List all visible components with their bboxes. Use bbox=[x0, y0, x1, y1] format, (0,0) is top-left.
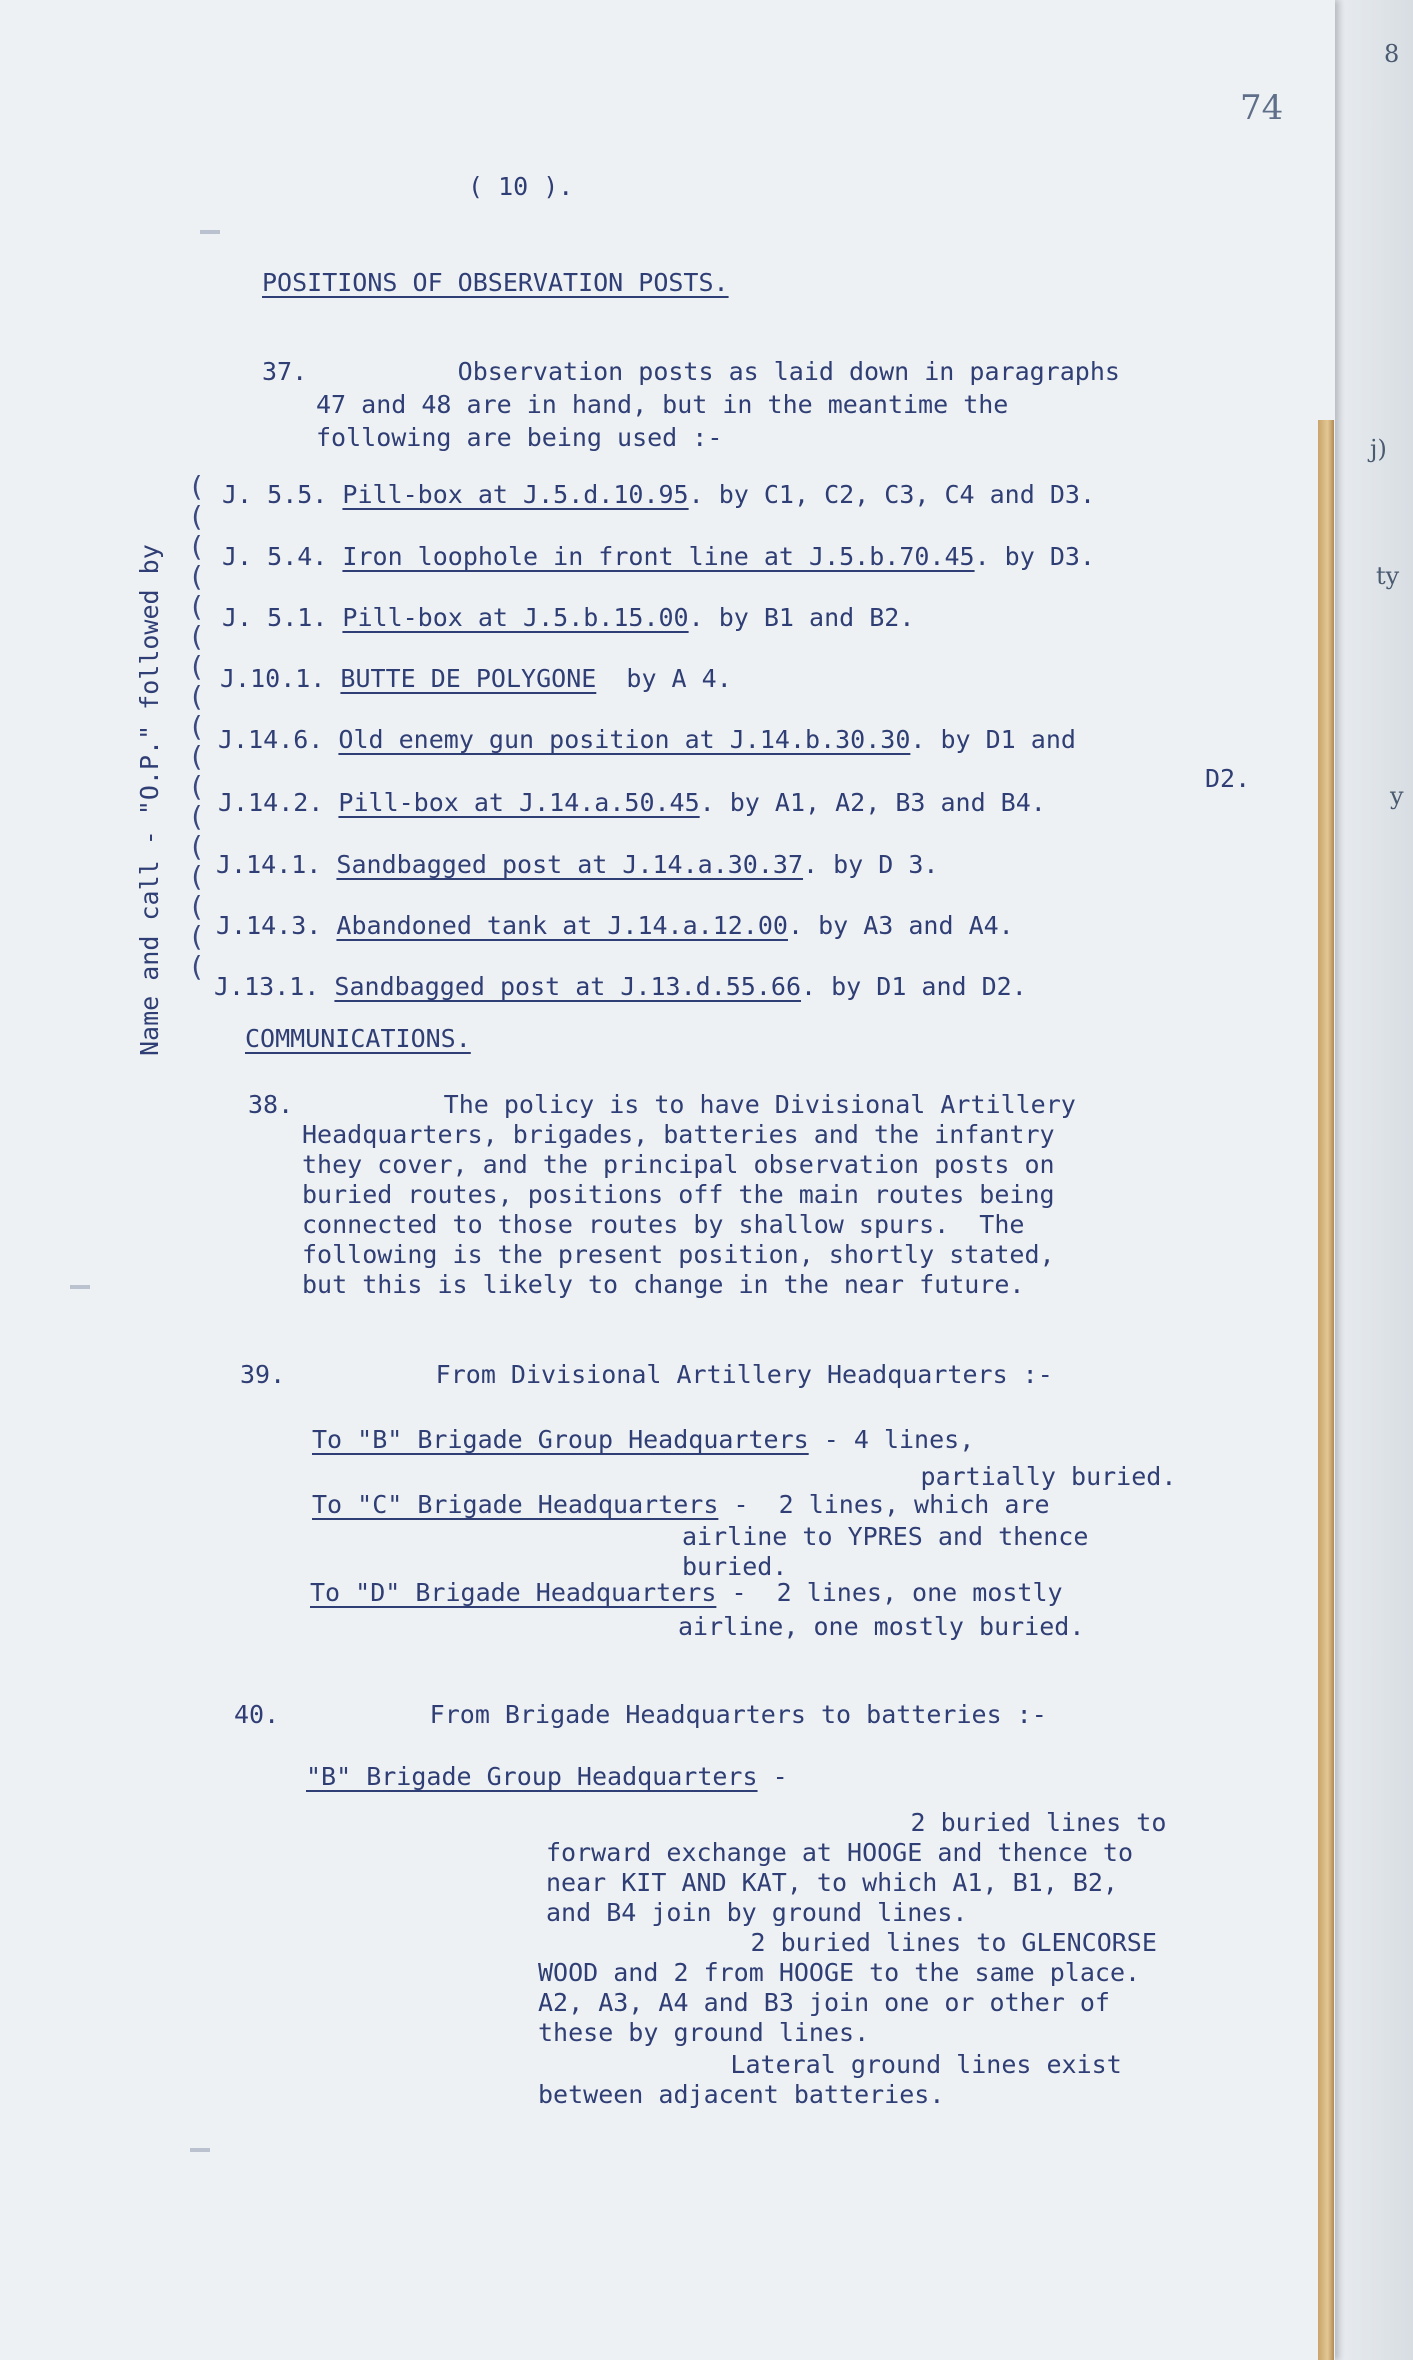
list-item bbox=[222, 480, 1095, 510]
page-edge-stain bbox=[1318, 420, 1334, 2360]
para-line: between adjacent batteries. bbox=[538, 2080, 945, 2109]
post-observers: . by D 3. bbox=[803, 850, 939, 879]
post-code: J.10.1. bbox=[220, 664, 326, 693]
line-detail: airline to YPRES and thence bbox=[682, 1522, 1089, 1551]
list-item bbox=[222, 603, 914, 633]
line-detail: - 2 lines, one mostly bbox=[716, 1578, 1063, 1607]
line-detail: buried. bbox=[682, 1552, 788, 1581]
para-line: these by ground lines. bbox=[538, 2018, 870, 2047]
list-item bbox=[310, 1578, 1063, 1608]
destination: To "D" Brigade Headquarters bbox=[310, 1578, 717, 1607]
line-detail: - 2 lines, which are bbox=[718, 1490, 1050, 1519]
list-item bbox=[218, 725, 1076, 755]
para-line: 47 and 48 are in hand, but in the meantime the bbox=[316, 390, 1009, 419]
para-line: 2 buried lines to GLENCORSE bbox=[600, 1928, 1157, 1957]
list-item bbox=[218, 788, 1046, 818]
edge-fragment: ty bbox=[1376, 562, 1400, 590]
para-line: but this is likely to change in the near future. bbox=[302, 1270, 1025, 1299]
line-detail: partially buried. bbox=[770, 1462, 1177, 1491]
list-item bbox=[312, 1425, 974, 1455]
post-code: J.14.3. bbox=[216, 911, 322, 940]
post-observers: . by A1, A2, B3 and B4. bbox=[699, 788, 1046, 817]
post-code: J. 5.4. bbox=[222, 542, 328, 571]
para-line: following is the present position, shortly stated, bbox=[302, 1240, 1055, 1269]
document-page: 74 ( 10 ). POSITIONS OF OBSERVATION POSTS. 37. Observation posts as laid down in paragraphs 47 and 48 are in hand, but in the meantime the following are being used :- Name and call - "O.P." followed by ( ( ( ( ( ( ( ( ( ( ( ( ( ( ( ( ( J. 5.5. Pill-box at J.5.d.10.95. by C1, C2, C3, C4 and D3. J. 5.4. Iron loophole in front line at J.5.b.70.45. by D3. J. 5.1. Pill-box at J.5.b.15.00. by B1 and B2. J.10.1. BUTTE DE POLYGONE by A 4. J.14.6. Old enemy gun position at J.14.b.30.30. by D1 and D2. J.14.2. Pill-box at J.14.a.50.45. by A1, A2, B3 and B4. J.14.1. Sandbagged post at J.14.a.30.37. by D 3. J.14.3. Abandoned tank at J.14.a.12.00. by A3 and A4. J.13.1. Sandbagged post at J.13.d.55.66. by D1 and D2. COMMUNICATIONS. 38. The policy is to have Divisional Artillery Headquarters, brigades, batteries and the infantry they cover, and the principal observation posts on buried routes, positions off the main routes being connected to those routes by shallow spurs. The following is the present position, shortly stated, but this is likely to change in the near future. 39. From Divisional Artillery Headquarters :- To "B" Brigade Group Headquarters - 4 lines, partially buried. To "C" Brigade Headquarters - 2 lines, which are airline to YPRES and thence buried. To "D" Brigade Headquarters - 2 lines, one mostly airline, one mostly buried. 40. From Brigade Headquarters to batteries :- "B" Brigade Group Headquarters - 2 buried lines to forward exchange at HOOGE and thence to near KIT AND KAT, to which A1, B1, B2, and B4 join by ground lines. 2 buried lines to GLENCORSE WOOD and 2 from HOOGE to the same place. A2, A3, A4 and B3 join one or other of these by ground lines. Lateral ground lines exist between adjacent batteries. bbox=[0, 0, 1335, 2360]
para-line: following are being used :- bbox=[316, 423, 723, 452]
post-code: J.14.2. bbox=[218, 788, 324, 817]
page-heading: ( 10 ). bbox=[468, 172, 574, 201]
para-line: Lateral ground lines exist bbox=[610, 2050, 1122, 2079]
list-item bbox=[306, 1762, 788, 1792]
post-code: J. 5.5. bbox=[222, 480, 328, 509]
post-code: J.14.6. bbox=[218, 725, 324, 754]
post-description: Abandoned tank at J.14.a.12.00 bbox=[336, 911, 788, 940]
post-description: Iron loophole in front line at J.5.b.70.45 bbox=[342, 542, 975, 571]
post-code: J. 5.1. bbox=[222, 603, 328, 632]
list-item bbox=[220, 664, 732, 694]
post-observers: . by D1 and bbox=[910, 725, 1076, 754]
post-description: Pill-box at J.5.b.15.00 bbox=[342, 603, 689, 632]
post-description: Sandbagged post at J.14.a.30.37 bbox=[336, 850, 804, 879]
list-item bbox=[312, 1490, 1050, 1520]
para-line: 37. Observation posts as laid down in paragraphs bbox=[262, 357, 1120, 386]
post-observers: . by C1, C2, C3, C4 and D3. bbox=[688, 480, 1095, 509]
list-item bbox=[216, 911, 1014, 941]
para-line: forward exchange at HOOGE and thence to bbox=[546, 1838, 1133, 1867]
edge-fragment: 8 bbox=[1384, 40, 1400, 68]
ink-speck bbox=[70, 1285, 90, 1289]
para-line: A2, A3, A4 and B3 join one or other of bbox=[538, 1988, 1110, 2017]
para-line: 38. The policy is to have Divisional Artillery bbox=[248, 1090, 1076, 1119]
line-detail: airline, one mostly buried. bbox=[678, 1612, 1085, 1641]
post-description: Pill-box at J.5.d.10.95 bbox=[342, 480, 689, 509]
list-item-continuation: D2. bbox=[1205, 764, 1251, 793]
ink-speck bbox=[200, 230, 220, 234]
post-description: Sandbagged post at J.13.d.55.66 bbox=[334, 972, 802, 1001]
post-code: J.14.1. bbox=[216, 850, 322, 879]
list-item bbox=[214, 972, 1027, 1002]
list-item bbox=[222, 542, 1095, 572]
post-observers: . by D1 and D2. bbox=[801, 972, 1027, 1001]
post-description: Old enemy gun position at J.14.b.30.30 bbox=[338, 725, 911, 754]
post-observers: . by B1 and B2. bbox=[688, 603, 915, 632]
destination: To "C" Brigade Headquarters bbox=[312, 1490, 719, 1519]
ink-speck bbox=[190, 2148, 210, 2152]
edge-fragment: j) bbox=[1370, 435, 1387, 463]
list-item bbox=[216, 850, 938, 880]
post-observers: by A 4. bbox=[596, 664, 732, 693]
para-line: 2 buried lines to bbox=[760, 1808, 1167, 1837]
para-line: connected to those routes by shallow spurs. The bbox=[302, 1210, 1025, 1239]
para-intro: 39. From Divisional Artillery Headquarters :- bbox=[240, 1360, 1053, 1389]
para-line: WOOD and 2 from HOOGE to the same place. bbox=[538, 1958, 1141, 1987]
para-line: Headquarters, brigades, batteries and the infantry bbox=[302, 1120, 1055, 1149]
destination: To "B" Brigade Group Headquarters bbox=[312, 1425, 809, 1454]
post-observers: . by A3 and A4. bbox=[787, 911, 1014, 940]
edge-fragment: y bbox=[1390, 782, 1404, 810]
post-description: BUTTE DE POLYGONE bbox=[340, 664, 597, 693]
para-line: and B4 join by ground lines. bbox=[546, 1898, 968, 1927]
group-tail: - bbox=[757, 1762, 788, 1791]
para-line: they cover, and the principal observation posts on bbox=[302, 1150, 1055, 1179]
para-line: buried routes, positions off the main routes being bbox=[302, 1180, 1055, 1209]
page-number: 74 bbox=[1240, 88, 1284, 128]
communications-title: COMMUNICATIONS. bbox=[245, 1024, 471, 1053]
line-detail: - 4 lines, bbox=[808, 1425, 975, 1454]
post-description: Pill-box at J.14.a.50.45 bbox=[338, 788, 700, 817]
section-title: POSITIONS OF OBSERVATION POSTS. bbox=[262, 268, 729, 297]
margin-note: Name and call - "O.P." followed by bbox=[135, 544, 164, 1056]
post-observers: . by D3. bbox=[974, 542, 1095, 571]
post-code: J.13.1. bbox=[214, 972, 320, 1001]
group-heading: "B" Brigade Group Headquarters bbox=[306, 1762, 758, 1791]
para-line: near KIT AND KAT, to which A1, B1, B2, bbox=[546, 1868, 1118, 1897]
para-intro: 40. From Brigade Headquarters to batteries :- bbox=[234, 1700, 1047, 1729]
